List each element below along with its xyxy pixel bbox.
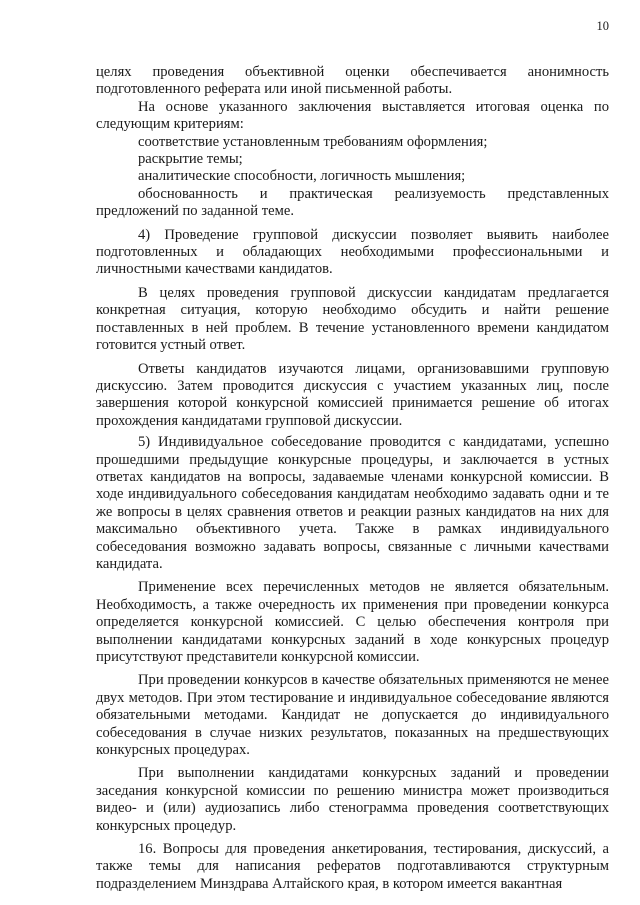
criterion-formatting: соответствие установленным требованиям оформления; (138, 133, 488, 150)
paragraph-anonymity: целях проведения объективной оценки обеспечивается анонимность подготовленного реферата или иной письменной работы. (96, 64, 609, 98)
paragraph-group-discussion: 4) Проведение групповой дискуссии позволяет выявить наиболее подготовленных и обладающих необходимыми профессиональными и личностными качествами кандидатов. (96, 226, 609, 278)
paragraph-discussion-answers: Ответы кандидатов изучаются лицами, организовавшими групповую дискуссию. Затем проводится дискуссия с участием указанных лиц, после завершения которой конкурсной комиссией принимается решение об итогах прохождения кандидатами групповой дискуссии. (96, 360, 609, 429)
document-body (96, 64, 609, 893)
paragraph-discussion-situation: В целях проведения групповой дискуссии кандидатам предлагается конкретная ситуация, которую необходимо обсудить и найти решение поставленных в ней проблем. В течение установленного времени кандидатом готовится устный ответ. (96, 284, 609, 354)
paragraph-item-16: 16. Вопросы для проведения анкетирования, тестирования, дискуссий, а также темы для написания рефератов подготавливаются структурным подразделением Минздрава Алтайского края, в котором имеется вакантная (96, 841, 609, 892)
criterion-topic-coverage: раскрытие темы; (138, 151, 243, 168)
paragraph-methods-application: Применение всех перечисленных методов не является обязательным. Необходимость, а также очередность их применения при проведении конкурса определяется конкурсной комиссией. С целью обеспечения контроля при выполнении кандидатами конкурсных заданий в ходе конкурсных процедур присутствуют представители конкурсной комиссии. (96, 579, 609, 665)
paragraph-individual-interview: 5) Индивидуальное собеседование проводится с кандидатами, успешно прошедшими предыдущие конкурсные процедуры, и заключается в устных ответах кандидатов на вопросы, задаваемые членами конкурсной комиссии. В ходе индивидуального собеседования кандидатам необходимо задавать одни и те же вопросы в целях сравнения ответов и реакции разных кандидатов на них для максимально объективного учета. Также в рамках индивидуального собеседования возможно задавать вопросы, связанные с личными качествами кандидата. (96, 434, 609, 572)
paragraph-criteria-intro: На основе указанного заключения выставляется итоговая оценка по следующим критериям: (96, 98, 609, 133)
criterion-analytical-skills: аналитические способности, логичность мышления; (138, 168, 466, 185)
paragraph-mandatory-methods: При проведении конкурсов в качестве обязательных применяются не менее двух методов. При этом тестирование и индивидуальное собеседование являются обязательными методами. Кандидат не допускается до индивидуального собеседования в случае низких результатов, показанных на предшествующих конкурсных процедурах. (96, 672, 609, 759)
criterion-feasibility: обоснованность и практическая реализуемость представленных предложений по заданной теме. (96, 185, 609, 220)
paragraph-recording: При выполнении кандидатами конкурсных заданий и проведении заседания конкурсной комиссии по решению министра может производиться видео- и (или) аудиозапись либо стенограмма проведения соответствующих конкурсных процедур. (96, 765, 609, 834)
page-number: 10 (596, 19, 609, 33)
